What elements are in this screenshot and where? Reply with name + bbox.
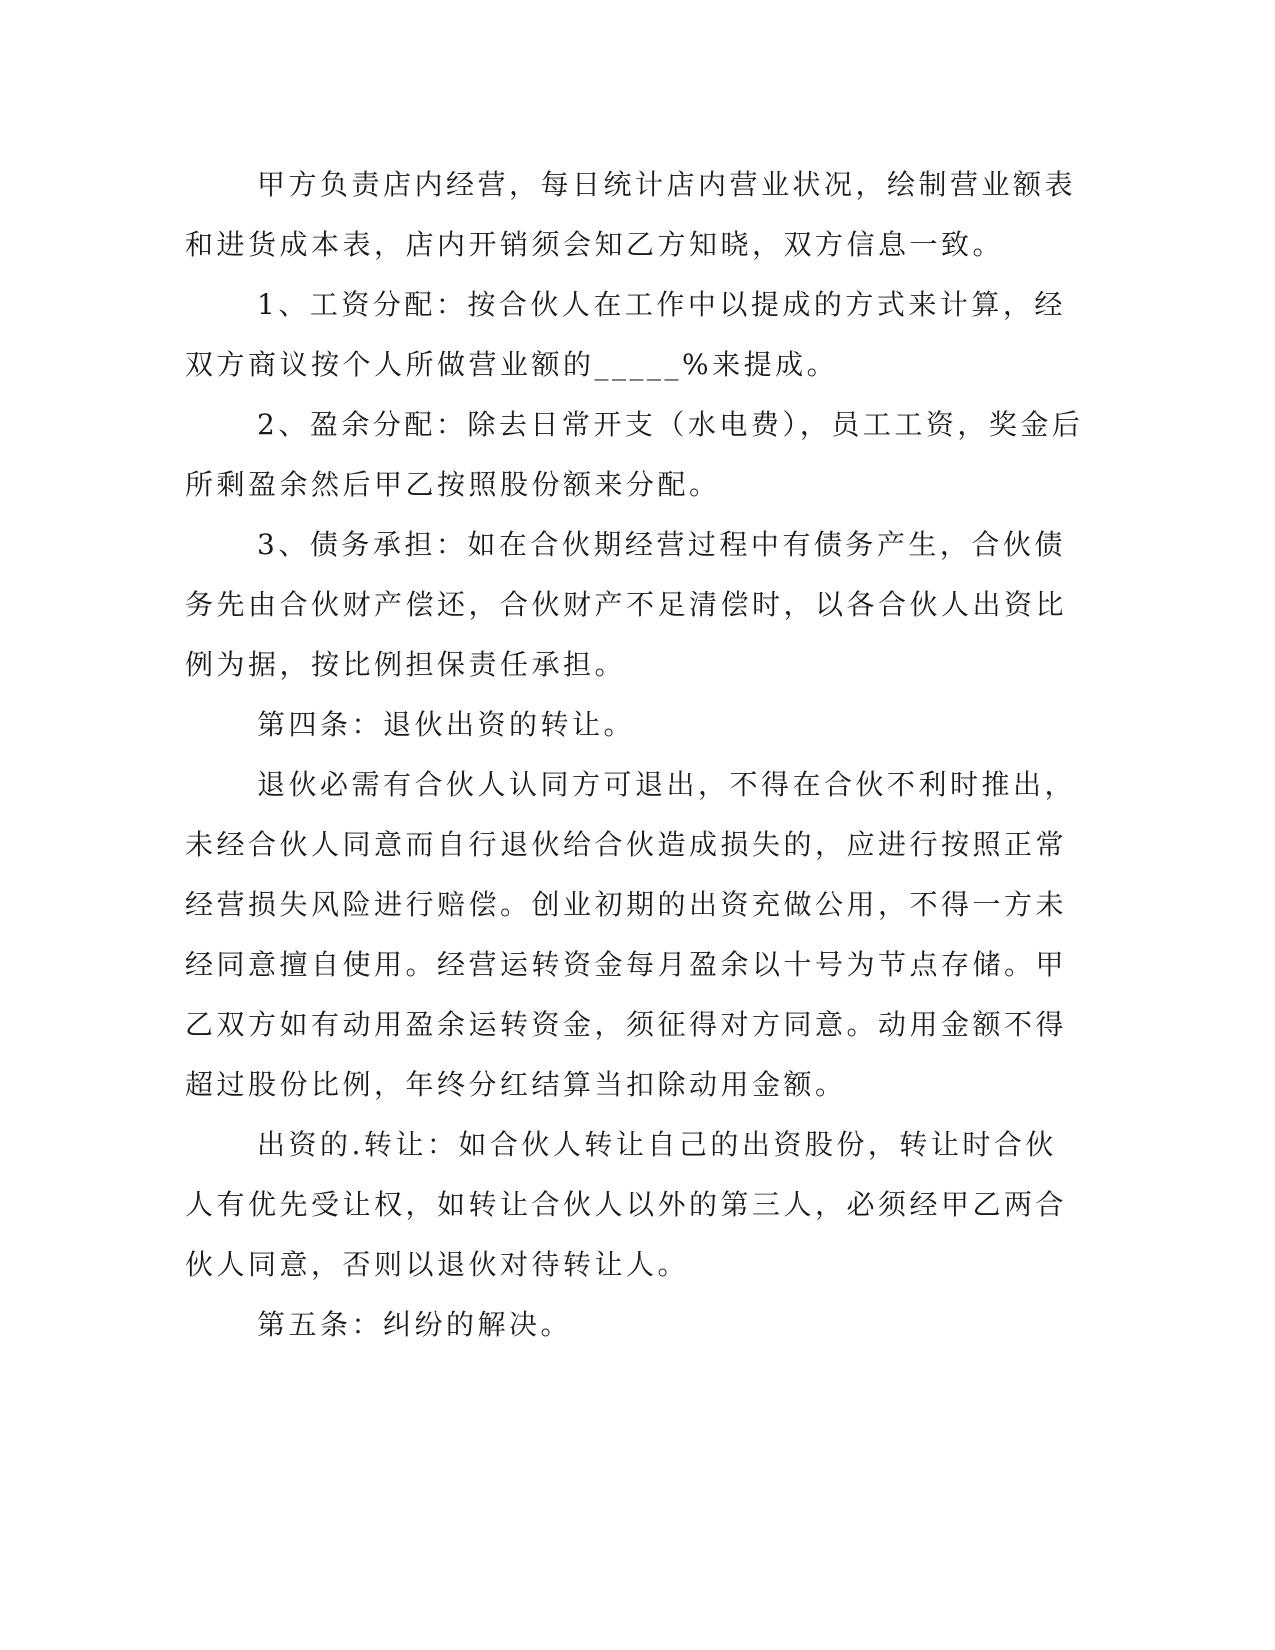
paragraph-withdrawal: 退伙必需有合伙人认同方可退出，不得在合伙不利时推出，未经合伙人同意而自行退伙给合伙造成损失的，应进行按照正常经营损失风险进行赔偿。创业初期的出资充做公用，不得一方未经同意擅自使用。经营运转资金每月盈余以十号为节点存储。甲乙双方如有动用盈余运转资金，须征得对方同意。动用金额不得超过股份比例，年终分红结算当扣除动用金额。 [185, 768, 1077, 1101]
article-four-heading: 第四条：退伙出资的转让。 [257, 708, 636, 741]
document-body [185, 155, 1085, 1355]
paragraph-operations: 甲方负责店内经营，每日统计店内营业状况，绘制营业额表和进货成本表，店内开销须会知乙方知晓，双方信息一致。 [185, 168, 1077, 261]
paragraph-surplus-distribution: 2、盈余分配：除去日常开支（水电费），员工工资，奖金后所剩盈余然后甲乙按照股份额来分配。 [185, 408, 1084, 501]
paragraph-wage-distribution: 1、工资分配：按合伙人在工作中以提成的方式来计算，经双方商议按个人所做营业额的_____%来提成。 [185, 288, 1066, 381]
article-five-heading: 第五条：纠纷的解决。 [257, 1308, 573, 1341]
paragraph-capital-transfer: 出资的.转让：如合伙人转让自己的出资股份，转让时合伙人有优先受让权，如转让合伙人以外的第三人，必须经甲乙两合伙人同意，否则以退伙对待转让人。 [185, 1128, 1068, 1281]
paragraph-debt-liability: 3、债务承担：如在合伙期经营过程中有债务产生，合伙债务先由合伙财产偿还，合伙财产不足清偿时，以各合伙人出资比例为据，按比例担保责任承担。 [185, 528, 1068, 681]
